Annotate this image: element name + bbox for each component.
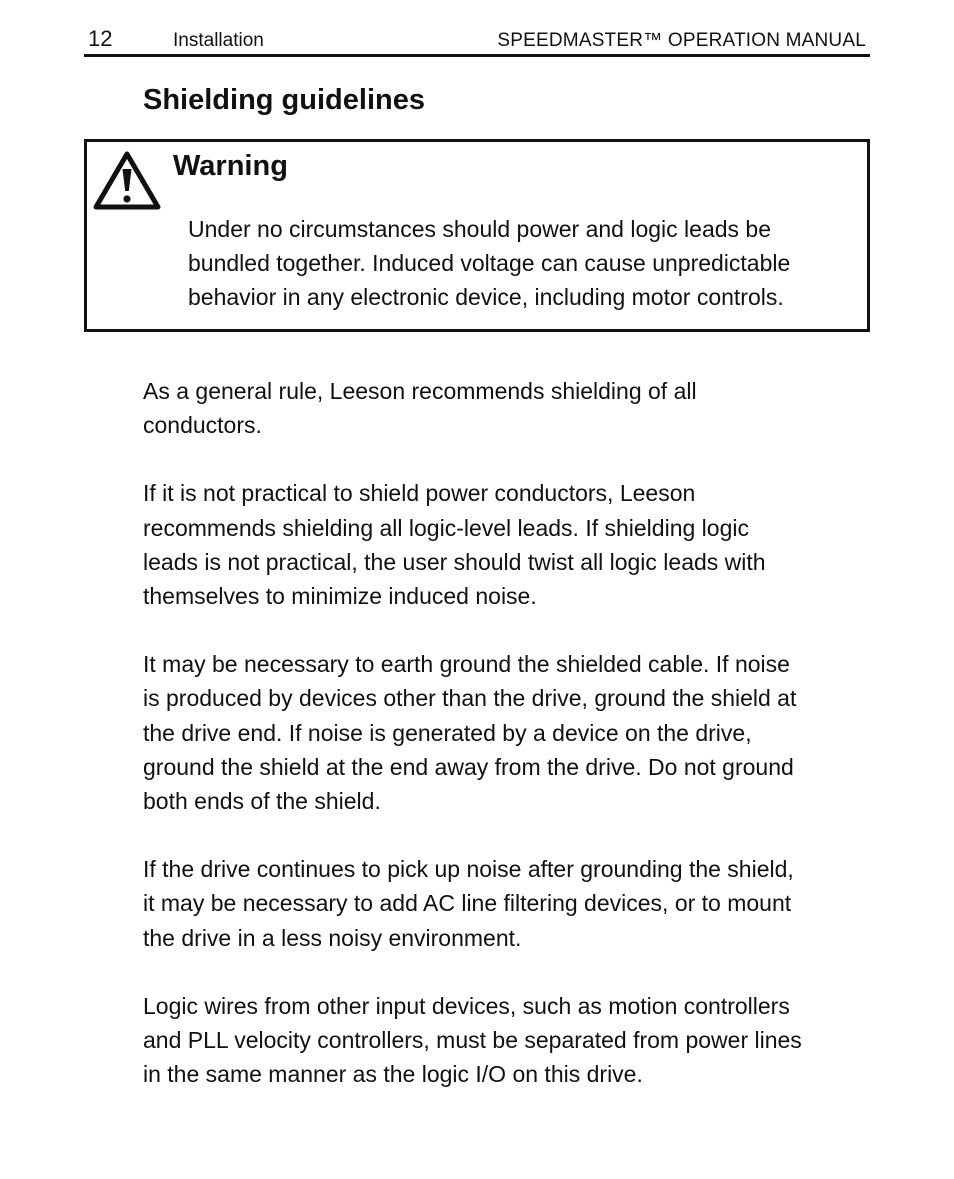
- paragraph: If it is not practical to shield power conductors, Leeson recommends shielding all logic-level leads. If shielding logic leads is not practical, the user should twist all logic leads with themselves to minimize induced noise.: [143, 480, 766, 610]
- manual-title: SPEEDMASTER™ OPERATION MANUAL: [497, 30, 866, 51]
- header-divider: [84, 54, 870, 57]
- section-heading: Shielding guidelines: [143, 84, 425, 116]
- paragraph: It may be necessary to earth ground the shielded cable. If noise is produced by devices other than the drive, ground the shield at the drive end. If noise is generated by a device on the drive, ground the shield at the end away from the drive. Do not ground both ends of the shield.: [143, 651, 797, 815]
- warning-heading: Warning: [173, 150, 288, 182]
- page-number: 12: [88, 26, 113, 51]
- paragraph: Logic wires from other input devices, such as motion controllers and PLL velocity controllers, must be separated from power lines in the same manner as the logic I/O on this drive.: [143, 992, 802, 1088]
- body-text: [143, 374, 883, 1125]
- warning-text: Under no circumstances should power and logic leads be bundled together. Induced voltage can cause unpredictable behavior in any electronic device, including motor controls.: [188, 216, 791, 310]
- section-name: Installation: [173, 30, 264, 51]
- warning-box: [84, 139, 870, 332]
- paragraph: As a general rule, Leeson recommends shielding of all conductors.: [143, 378, 697, 439]
- paragraph: If the drive continues to pick up noise after grounding the shield, it may be necessary to add AC line filtering devices, or to mount the drive in a less noisy environment.: [143, 856, 794, 951]
- warning-triangle-icon: [92, 149, 162, 213]
